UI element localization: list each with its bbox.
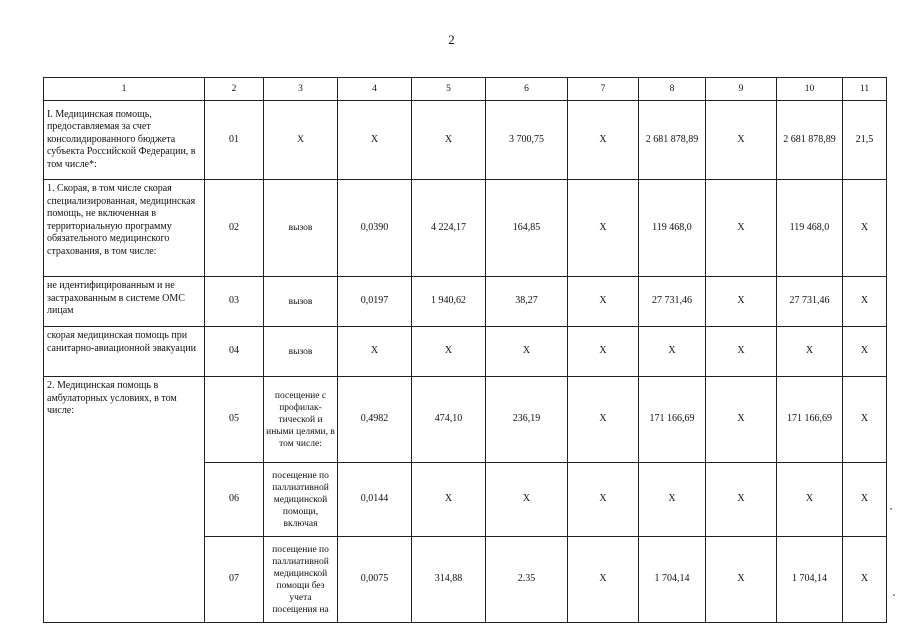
row-unit: посещение с профилак-тической и иными целями, в том числе:	[264, 377, 338, 463]
header-cell: 9	[706, 78, 777, 101]
table-cell: Х	[568, 537, 639, 623]
table-cell: 27 731,46	[639, 277, 706, 327]
table-cell: 27 731,46	[777, 277, 843, 327]
row-label: скорая медицинская помощь при санитарно-авиационной эвакуации	[44, 327, 205, 377]
table-cell: Х	[777, 463, 843, 537]
table-cell: Х	[568, 463, 639, 537]
row-unit: вызов	[264, 327, 338, 377]
table-cell: 38,27	[486, 277, 568, 327]
table-cell: Х	[706, 327, 777, 377]
table-cell: 119 468,0	[777, 180, 843, 277]
table-cell: Х	[568, 377, 639, 463]
table-cell: Х	[843, 537, 887, 623]
table-row	[44, 377, 887, 463]
row-code: 03	[205, 277, 264, 327]
row-unit: Х	[264, 101, 338, 180]
table-cell: 314,88	[412, 537, 486, 623]
row-label: 2. Медицинская помощь в амбулаторных условиях, в том числе:	[44, 377, 205, 623]
row-code: 01	[205, 101, 264, 180]
header-cell: 5	[412, 78, 486, 101]
table-cell: 2 681 878,89	[777, 101, 843, 180]
table-cell: Х	[843, 180, 887, 277]
table-cell: 21,5	[843, 101, 887, 180]
table-cell: 0,0075	[338, 537, 412, 623]
row-unit: вызов	[264, 180, 338, 277]
table-cell: Х	[486, 327, 568, 377]
table-cell: 4 224,17	[412, 180, 486, 277]
table-cell: Х	[412, 463, 486, 537]
header-cell: 11	[843, 78, 887, 101]
table-cell: Х	[412, 101, 486, 180]
table-cell: Х	[412, 327, 486, 377]
table-row	[44, 180, 887, 277]
table-cell: Х	[639, 327, 706, 377]
table-cell: 0,0144	[338, 463, 412, 537]
table-cell: 1 704,14	[777, 537, 843, 623]
table-cell: 2.35	[486, 537, 568, 623]
row-label: I. Медицинская помощь, предоставляемая за счет консолидированного бюджета субъекта Российской Федерации, в том числе*:	[44, 101, 205, 180]
scan-speck	[893, 594, 895, 596]
data-table	[43, 77, 887, 623]
table-cell: Х	[568, 327, 639, 377]
table-cell: Х	[706, 277, 777, 327]
table-cell: Х	[706, 180, 777, 277]
table-cell: Х	[843, 463, 887, 537]
table-cell: 1 704,14	[639, 537, 706, 623]
table-cell: 3 700,75	[486, 101, 568, 180]
header-row	[44, 78, 887, 101]
table-cell: Х	[486, 463, 568, 537]
header-cell: 6	[486, 78, 568, 101]
table-cell: Х	[843, 277, 887, 327]
table-cell: Х	[568, 180, 639, 277]
table-cell: Х	[568, 101, 639, 180]
table-cell: Х	[843, 377, 887, 463]
header-cell: 4	[338, 78, 412, 101]
table-cell: Х	[639, 463, 706, 537]
table-cell: 236,19	[486, 377, 568, 463]
scan-speck	[890, 508, 892, 510]
table-cell: 0,4982	[338, 377, 412, 463]
table-cell: 0,0197	[338, 277, 412, 327]
page-number: 2	[448, 32, 455, 47]
table-cell: 164,85	[486, 180, 568, 277]
table-cell: 2 681 878,89	[639, 101, 706, 180]
row-code: 06	[205, 463, 264, 537]
table-row	[44, 101, 887, 180]
row-label: 1. Скорая, в том числе скорая специализированная, медицинская помощь, не включенная в территориальную программу обязательного медицинского страхования, в том числе:	[44, 180, 205, 277]
row-code: 04	[205, 327, 264, 377]
table-cell: Х	[777, 327, 843, 377]
row-unit: вызов	[264, 277, 338, 327]
row-unit: посещение по паллиативной медицинской помощи без учета посещения на	[264, 537, 338, 623]
row-label: не идентифицированным и не застрахованным в системе ОМС лицам	[44, 277, 205, 327]
table-cell: 119 468,0	[639, 180, 706, 277]
table-cell: Х	[706, 377, 777, 463]
table-cell: Х	[843, 327, 887, 377]
table-cell: 0,0390	[338, 180, 412, 277]
header-cell: 8	[639, 78, 706, 101]
header-cell: 2	[205, 78, 264, 101]
table-cell: Х	[338, 327, 412, 377]
table-row	[44, 327, 887, 377]
table-cell: Х	[706, 463, 777, 537]
table-cell: 1 940,62	[412, 277, 486, 327]
row-code: 05	[205, 377, 264, 463]
table-cell: 171 166,69	[777, 377, 843, 463]
row-unit: посещение по паллиативной медицинской помощи, включая	[264, 463, 338, 537]
table-cell: Х	[706, 101, 777, 180]
row-code: 02	[205, 180, 264, 277]
header-cell: 3	[264, 78, 338, 101]
table-cell: Х	[568, 277, 639, 327]
table-cell: Х	[706, 537, 777, 623]
table-row	[44, 277, 887, 327]
header-cell: 7	[568, 78, 639, 101]
table-cell: 474,10	[412, 377, 486, 463]
table-cell: Х	[338, 101, 412, 180]
table-cell: 171 166,69	[639, 377, 706, 463]
header-cell: 1	[44, 78, 205, 101]
header-cell: 10	[777, 78, 843, 101]
row-code: 07	[205, 537, 264, 623]
